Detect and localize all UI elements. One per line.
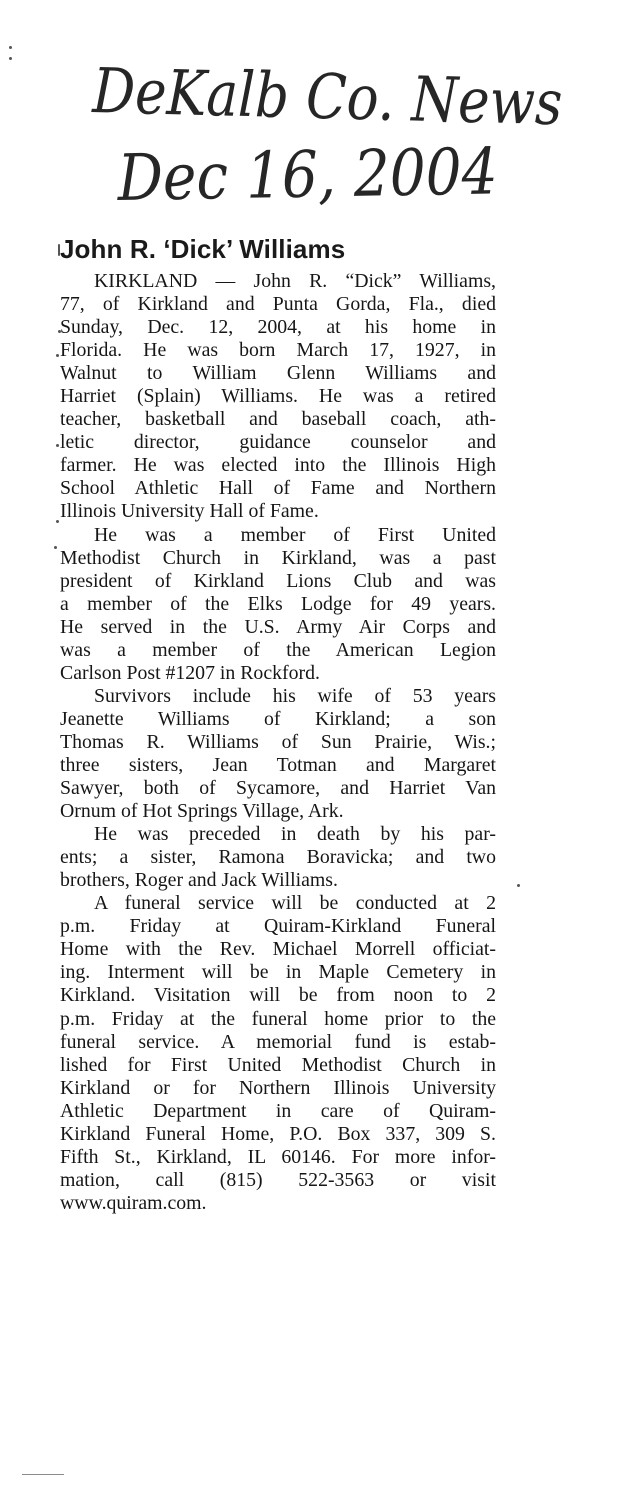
obituary-text-line: School Athletic Hall of Fame and Northern bbox=[60, 477, 496, 500]
clipping-edge-mark bbox=[22, 1474, 64, 1475]
obituary-headline: John R. ‘Dick’ Williams bbox=[60, 234, 346, 264]
obituary-body bbox=[60, 270, 496, 1215]
scan-speck bbox=[54, 546, 57, 549]
obituary-text-line: teacher, basketball and baseball coach, ath- bbox=[60, 408, 496, 431]
obituary-text-line: 77, of Kirkland and Punta Gorda, Fla., died bbox=[60, 293, 496, 316]
obituary-text-line: Methodist Church in Kirkland, was a past bbox=[60, 546, 496, 569]
obituary-paragraph bbox=[60, 823, 496, 892]
scan-speck bbox=[517, 884, 520, 887]
obituary-text-line: three sisters, Jean Totman and Margaret bbox=[60, 753, 496, 776]
obituary-text-line: Athletic Department in care of Quiram- bbox=[60, 1099, 496, 1122]
obituary-text-line: was a member of the American Legion bbox=[60, 638, 496, 661]
obituary-text-line: Florida. He was born March 17, 1927, in bbox=[60, 339, 496, 362]
obituary-text-line: Sawyer, both of Sycamore, and Harriet Van bbox=[60, 777, 496, 800]
obituary-paragraph bbox=[60, 892, 496, 1215]
obituary-text-line: www.quiram.com. bbox=[60, 1191, 207, 1214]
obituary-clipping bbox=[60, 232, 496, 1215]
obituary-text-line: He served in the U.S. Army Air Corps and bbox=[60, 615, 496, 638]
obituary-text-line: Sunday, Dec. 12, 2004, at his home in bbox=[60, 316, 496, 339]
obituary-text-line: Harriet (Splain) Williams. He was a retired bbox=[60, 385, 496, 408]
obituary-text-line: mation, call (815) 522-3563 or visit bbox=[60, 1168, 496, 1191]
scan-speck bbox=[9, 57, 12, 60]
obituary-text-line: Carlson Post #1207 in Rockford. bbox=[60, 661, 320, 684]
obituary-text-line: Thomas R. Williams of Sun Prairie, Wis.; bbox=[60, 730, 496, 753]
obituary-text-line: p.m. Friday at Quiram-Kirkland Funeral bbox=[60, 915, 496, 938]
obituary-text-line: ing. Interment will be in Maple Cemetery in bbox=[60, 961, 496, 984]
obituary-text-line: A funeral service will be conducted at 2 bbox=[94, 892, 496, 915]
obituary-text-line: Kirkland. Visitation will be from noon to 2 bbox=[60, 984, 496, 1007]
obituary-paragraph bbox=[60, 685, 496, 823]
obituary-text-line: KIRKLAND — John R. “Dick” Williams, bbox=[94, 270, 496, 292]
obituary-text-line: Kirkland or for Northern Illinois University bbox=[60, 1076, 496, 1099]
handwritten-publication: DeKalb Co. News bbox=[91, 54, 642, 142]
obituary-text-line: brothers, Roger and Jack Williams. bbox=[60, 869, 338, 892]
obituary-text-line: farmer. He was elected into the Illinois High bbox=[60, 454, 496, 477]
scan-speck bbox=[56, 354, 59, 357]
obituary-text-line: Home with the Rev. Michael Morrell officiat- bbox=[60, 938, 496, 961]
obituary-text-line: Illinois University Hall of Fame. bbox=[60, 500, 319, 523]
obituary-text-line: lished for First United Methodist Church in bbox=[60, 1053, 496, 1076]
obituary-text-line: Jeanette Williams of Kirkland; a son bbox=[60, 707, 496, 730]
obituary-text-line: He was a member of First United bbox=[94, 523, 496, 546]
obituary-text-line: He was preceded in death by his par- bbox=[94, 823, 496, 846]
obituary-paragraph bbox=[60, 270, 496, 524]
obituary-text-line: ents; a sister, Ramona Boravicka; and two bbox=[60, 846, 496, 869]
scan-speck bbox=[9, 46, 12, 49]
obituary-text-line: Kirkland Funeral Home, P.O. Box 337, 309 S. bbox=[60, 1122, 496, 1145]
obituary-paragraph bbox=[60, 524, 496, 685]
obituary-text-line: Survivors include his wife of 53 years bbox=[94, 684, 496, 707]
obituary-text-line: letic director, guidance counselor and bbox=[60, 431, 496, 454]
obituary-text-line: Walnut to William Glenn Williams and bbox=[60, 362, 496, 385]
obituary-text-line: president of Kirkland Lions Club and was bbox=[60, 569, 496, 592]
obituary-text-line: a member of the Elks Lodge for 49 years. bbox=[60, 592, 496, 615]
obituary-text-line: Ornum of Hot Springs Village, Ark. bbox=[60, 800, 344, 823]
obituary-text-line: Fifth St., Kirkland, IL 60146. For more infor- bbox=[60, 1145, 496, 1168]
obituary-text-line: funeral service. A memorial fund is estab- bbox=[60, 1030, 496, 1053]
scan-speck bbox=[56, 444, 59, 447]
handwritten-date: Dec 16, 2004 bbox=[116, 134, 549, 216]
scan-speck bbox=[56, 520, 59, 523]
handwritten-annotation bbox=[0, 0, 644, 230]
obituary-text-line: p.m. Friday at the funeral home prior to the bbox=[60, 1007, 496, 1030]
